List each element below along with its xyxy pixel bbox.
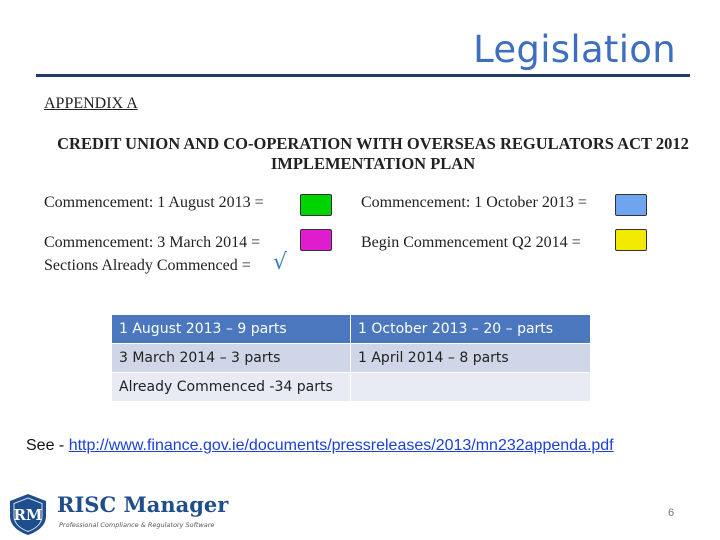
parts-table	[111, 314, 591, 402]
legend-swatch-oct-2013	[615, 194, 647, 216]
legend-swatch-q2-2014	[615, 229, 647, 251]
table-cell: 1 August 2013 – 9 parts	[112, 315, 351, 344]
legend-label-oct-2013: Commencement: 1 October 2013 =	[361, 194, 587, 211]
legend-swatch-aug-2013	[300, 194, 332, 216]
legend-label-q2-2014: Begin Commencement Q2 2014 =	[361, 234, 581, 251]
page-number: 6	[668, 507, 675, 519]
reference-line	[26, 437, 614, 455]
title-underline	[36, 74, 690, 77]
table-cell: Already Commenced -34 parts	[112, 373, 351, 402]
act-title-line1: CREDIT UNION AND CO-OPERATION WITH OVERSEAS REGULATORS ACT 2012	[57, 134, 689, 153]
slide-title: Legislation	[473, 28, 676, 71]
appendix-heading: APPENDIX A	[44, 95, 138, 112]
reference-prefix: See -	[26, 437, 69, 454]
check-icon: √	[273, 250, 288, 275]
legend-swatch-mar-2014	[300, 229, 332, 251]
appendix-image	[44, 92, 694, 284]
badge-text: RM	[13, 506, 43, 524]
reference-link[interactable]: http://www.finance.gov.ie/documents/pressreleases/2013/mn232appenda.pdf	[68, 437, 614, 454]
legend-label-already: Sections Already Commenced =	[44, 257, 251, 274]
table-row	[112, 315, 591, 344]
logo-tagline: Professional Compliance & Regulatory Software	[59, 521, 215, 529]
logo-name: RISC Manager	[57, 492, 229, 517]
table-row	[112, 373, 591, 402]
act-title-line2: IMPLEMENTATION PLAN	[270, 154, 476, 173]
legend-label-mar-2014: Commencement: 3 March 2014 =	[44, 234, 261, 251]
table-cell	[351, 373, 591, 402]
table-row	[112, 344, 591, 373]
table-cell: 1 October 2013 – 20 – parts	[351, 315, 591, 344]
act-title	[53, 134, 693, 174]
rm-badge-icon	[6, 492, 50, 536]
table-cell: 1 April 2014 – 8 parts	[351, 344, 591, 373]
table-cell: 3 March 2014 – 3 parts	[112, 344, 351, 373]
risc-manager-logo	[6, 490, 229, 536]
legend-label-aug-2013: Commencement: 1 August 2013 =	[44, 194, 264, 211]
